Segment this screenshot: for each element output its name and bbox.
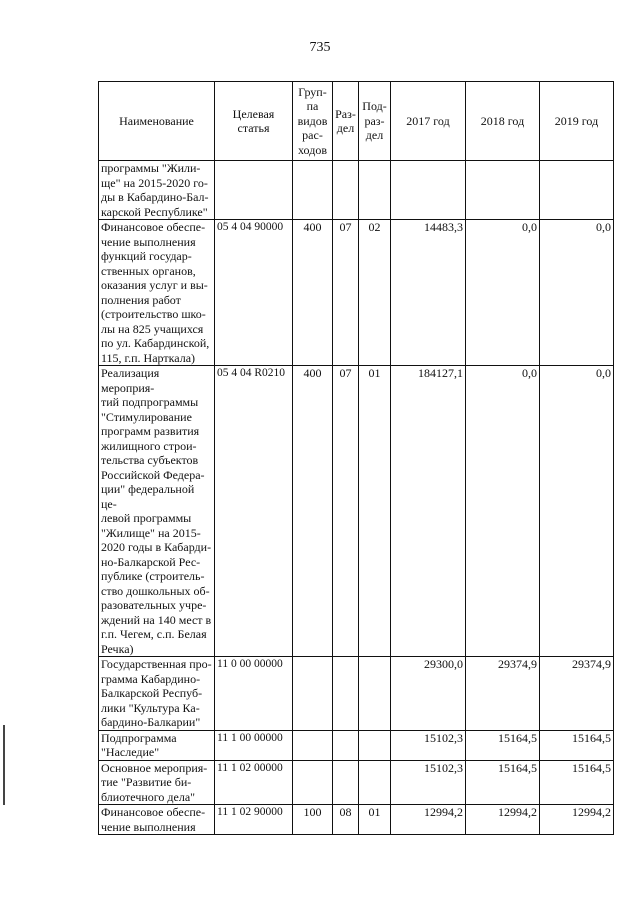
cell-2018: 15164,5 bbox=[466, 730, 540, 760]
cell-2019: 0,0 bbox=[540, 220, 614, 366]
cell-name: Финансовое обеспе- чение выполнения bbox=[99, 805, 215, 835]
table-row bbox=[99, 805, 614, 835]
cell-section: 07 bbox=[333, 366, 359, 657]
cell-target-code: 11 1 00 00000 bbox=[215, 730, 293, 760]
cell-subsection bbox=[359, 161, 391, 220]
cell-subsection bbox=[359, 760, 391, 805]
cell-2017: 29300,0 bbox=[391, 657, 466, 731]
cell-2017: 15102,3 bbox=[391, 730, 466, 760]
table-row bbox=[99, 366, 614, 657]
cell-name: Подпрограмма "Наследие" bbox=[99, 730, 215, 760]
cell-2019: 12994,2 bbox=[540, 805, 614, 835]
cell-target-code: 05 4 04 R0210 bbox=[215, 366, 293, 657]
cell-section: 07 bbox=[333, 220, 359, 366]
cell-target-code: 05 4 04 90000 bbox=[215, 220, 293, 366]
table-row bbox=[99, 730, 614, 760]
cell-2019: 15164,5 bbox=[540, 730, 614, 760]
cell-name: Реализация мероприя- тий подпрограммы "Стимулирование программ развития жилищного строи- тельства субъектов Российской Федера- ции" федеральной це- левой программы "Жилище" на 2015- 2020 годы в Кабарди- но-Балкарской Рес- публике (строитель- ство дошкольных об- разовательных учре- ждений на 140 мест в г.п. Чегем, с.п. Белая Речка) bbox=[99, 366, 215, 657]
cell-2017: 14483,3 bbox=[391, 220, 466, 366]
cell-2018: 12994,2 bbox=[466, 805, 540, 835]
header-2018: 2018 год bbox=[466, 82, 540, 161]
cell-subsection: 01 bbox=[359, 366, 391, 657]
cell-target-code bbox=[215, 161, 293, 220]
header-2017: 2017 год bbox=[391, 82, 466, 161]
cell-subsection bbox=[359, 657, 391, 731]
cell-target-code: 11 1 02 00000 bbox=[215, 760, 293, 805]
cell-2017: 15102,3 bbox=[391, 760, 466, 805]
cell-subsection: 01 bbox=[359, 805, 391, 835]
cell-2018 bbox=[466, 161, 540, 220]
scan-edge-mark bbox=[3, 725, 5, 805]
cell-expense-group bbox=[293, 161, 333, 220]
cell-name: Государственная про- грамма Кабардино- Балкарской Респуб- лики "Культура Ка- бардино-Балкарии" bbox=[99, 657, 215, 731]
header-2019: 2019 год bbox=[540, 82, 614, 161]
cell-section bbox=[333, 161, 359, 220]
header-subsection: Под- раз- дел bbox=[359, 82, 391, 161]
page-number: 735 bbox=[309, 40, 331, 55]
cell-expense-group: 400 bbox=[293, 366, 333, 657]
cell-2019: 0,0 bbox=[540, 366, 614, 657]
cell-2017: 184127,1 bbox=[391, 366, 466, 657]
cell-2019: 29374,9 bbox=[540, 657, 614, 731]
table-row bbox=[99, 760, 614, 805]
table-row bbox=[99, 161, 614, 220]
cell-subsection: 02 bbox=[359, 220, 391, 366]
table-row bbox=[99, 657, 614, 731]
cell-2018: 15164,5 bbox=[466, 760, 540, 805]
cell-subsection bbox=[359, 730, 391, 760]
cell-section: 08 bbox=[333, 805, 359, 835]
cell-section bbox=[333, 760, 359, 805]
table-header-row bbox=[99, 82, 614, 161]
cell-2017 bbox=[391, 161, 466, 220]
cell-2018: 29374,9 bbox=[466, 657, 540, 731]
table-row bbox=[99, 220, 614, 366]
cell-expense-group bbox=[293, 730, 333, 760]
cell-section bbox=[333, 657, 359, 731]
cell-expense-group: 400 bbox=[293, 220, 333, 366]
cell-expense-group bbox=[293, 657, 333, 731]
cell-section bbox=[333, 730, 359, 760]
cell-expense-group: 100 bbox=[293, 805, 333, 835]
cell-target-code: 11 0 00 00000 bbox=[215, 657, 293, 731]
cell-name: Основное мероприя- тие "Развитие би- блиотечного дела" bbox=[99, 760, 215, 805]
header-name: Наименование bbox=[99, 82, 215, 161]
header-section: Раз- дел bbox=[333, 82, 359, 161]
cell-expense-group bbox=[293, 760, 333, 805]
cell-2019 bbox=[540, 161, 614, 220]
cell-target-code: 11 1 02 90000 bbox=[215, 805, 293, 835]
cell-name: Финансовое обеспе- чение выполнения функций государ- ственных органов, оказания услуг и вы- полнения работ (строительство шко- лы на 825 учащихся по ул. Кабардинской, 115, г.п. Нарткала) bbox=[99, 220, 215, 366]
cell-2017: 12994,2 bbox=[391, 805, 466, 835]
cell-name: программы "Жили- ще" на 2015-2020 го- ды в Кабардино-Бал- карской Республике" bbox=[99, 161, 215, 220]
budget-table bbox=[98, 81, 614, 835]
header-group: Груп- па видов рас- ходов bbox=[293, 82, 333, 161]
cell-2018: 0,0 bbox=[466, 220, 540, 366]
cell-2019: 15164,5 bbox=[540, 760, 614, 805]
cell-2018: 0,0 bbox=[466, 366, 540, 657]
header-target: Целевая статья bbox=[215, 82, 293, 161]
